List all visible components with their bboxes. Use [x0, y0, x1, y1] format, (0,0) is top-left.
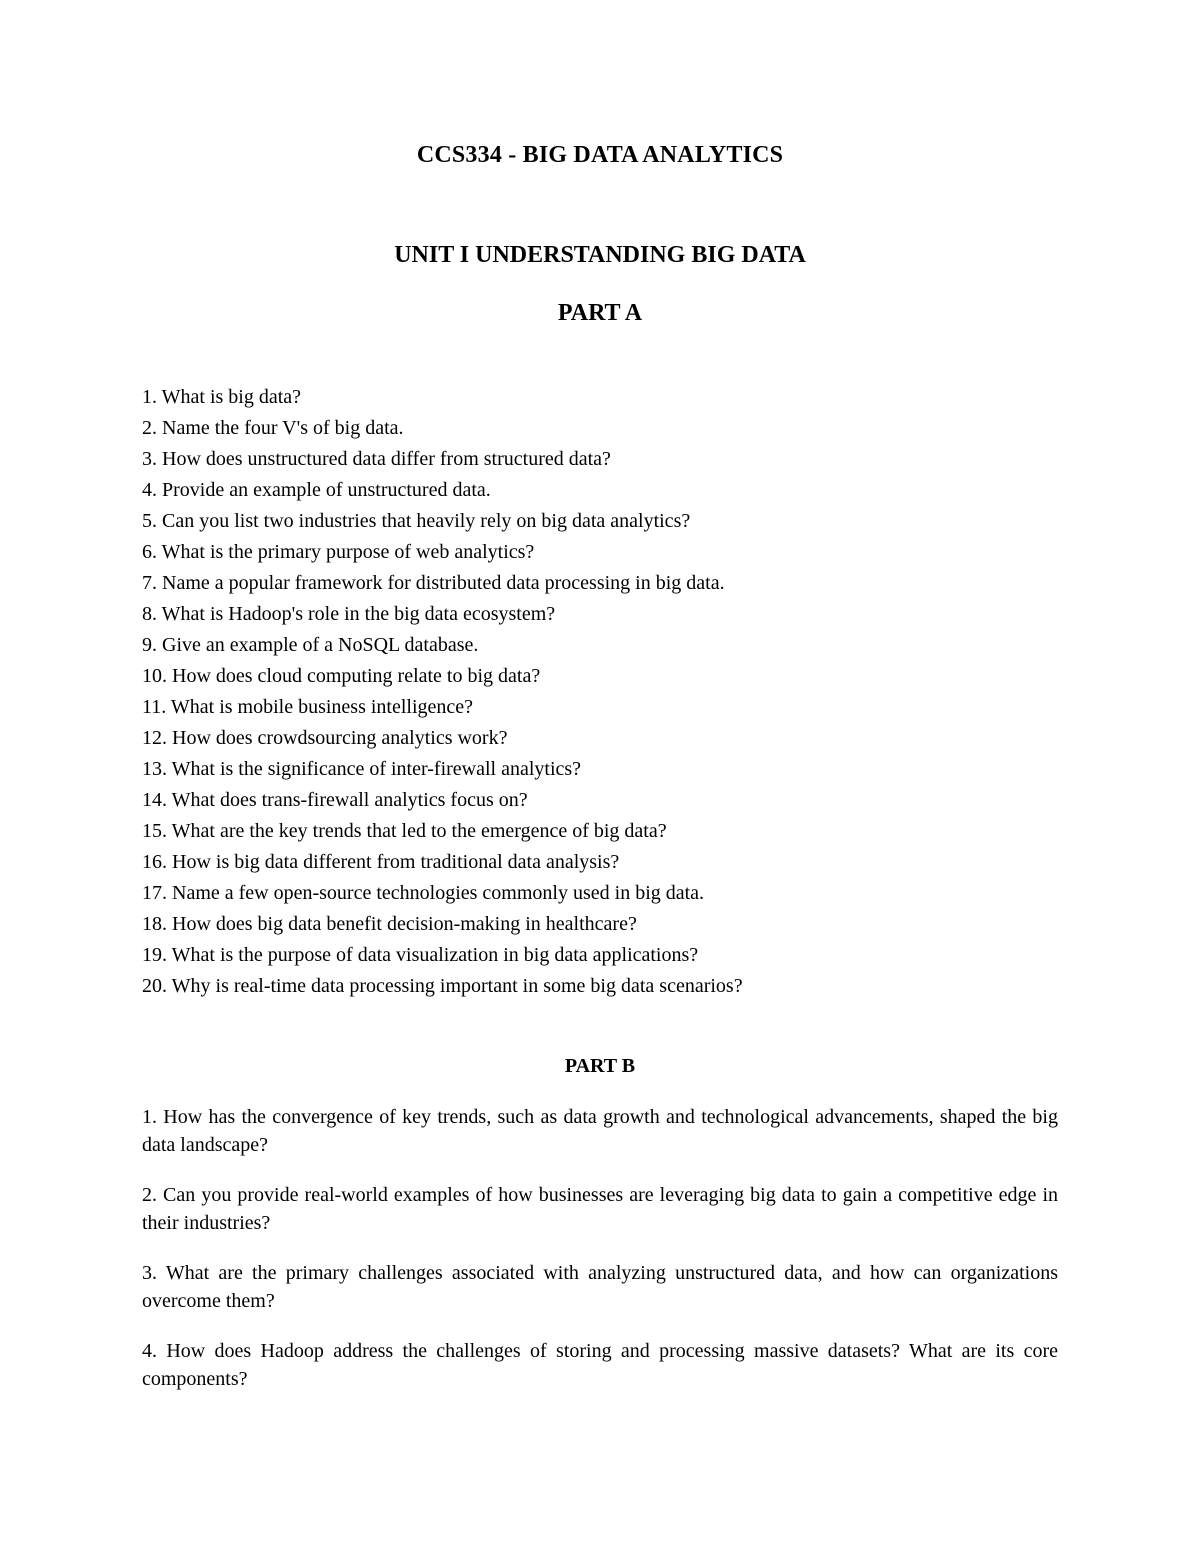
part-a-question: 15. What are the key trends that led to the emergence of big data?	[142, 820, 667, 842]
part-a-question: 20. Why is real-time data processing important in some big data scenarios?	[142, 975, 743, 997]
part-a-question: 4. Provide an example of unstructured data.	[142, 479, 491, 501]
part-a-question: 19. What is the purpose of data visualization in big data applications?	[142, 944, 699, 966]
part-a-question: 3. How does unstructured data differ from structured data?	[142, 448, 611, 470]
part-a-question: 16. How is big data different from traditional data analysis?	[142, 851, 620, 873]
part-b-question: 3. What are the primary challenges associated with analyzing unstructured data, and how can organizations overcome them?	[142, 1262, 1058, 1312]
part-a-question: 13. What is the significance of inter-firewall analytics?	[142, 758, 582, 780]
part-a-question: 11. What is mobile business intelligence?	[142, 696, 474, 718]
part-a-heading: PART A	[557, 300, 643, 326]
part-a-question: 5. Can you list two industries that heavily rely on big data analytics?	[142, 510, 691, 532]
part-a-question: 1. What is big data?	[142, 386, 302, 408]
unit-title: UNIT I UNDERSTANDING BIG DATA	[394, 242, 806, 268]
part-b-question: 1. How has the convergence of key trends, such as data growth and technological advancements, shaped the big data landscape?	[142, 1106, 1058, 1156]
part-a-question-list	[142, 383, 1062, 1003]
part-b-heading: PART B	[564, 1055, 636, 1077]
part-a-question: 17. Name a few open-source technologies commonly used in big data.	[142, 882, 705, 904]
part-b-question-list	[142, 1103, 1058, 1415]
part-a-question: 14. What does trans-firewall analytics focus on?	[142, 789, 528, 811]
part-b-question: 4. How does Hadoop address the challenges of storing and processing massive datasets? What are its core components?	[142, 1340, 1058, 1390]
course-title: CCS334 - BIG DATA ANALYTICS	[416, 142, 784, 168]
part-a-question: 6. What is the primary purpose of web analytics?	[142, 541, 535, 563]
part-a-question: 9. Give an example of a NoSQL database.	[142, 634, 479, 656]
part-a-question: 7. Name a popular framework for distributed data processing in big data.	[142, 572, 725, 594]
part-a-question: 8. What is Hadoop's role in the big data ecosystem?	[142, 603, 556, 625]
part-a-question: 2. Name the four V's of big data.	[142, 417, 404, 439]
part-a-question: 12. How does crowdsourcing analytics work?	[142, 727, 508, 749]
part-a-question: 18. How does big data benefit decision-making in healthcare?	[142, 913, 637, 935]
part-b-question: 2. Can you provide real-world examples of how businesses are leveraging big data to gain a competitive edge in their industries?	[142, 1184, 1058, 1234]
part-a-question: 10. How does cloud computing relate to big data?	[142, 665, 541, 687]
